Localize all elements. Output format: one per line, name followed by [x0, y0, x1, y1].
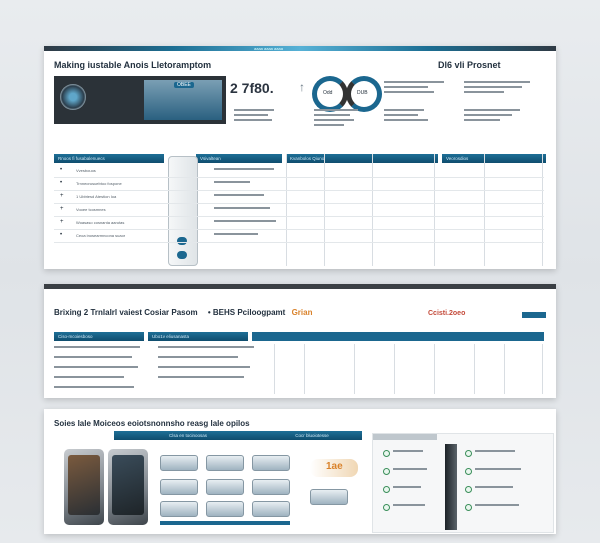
bullet-icon: •: [60, 232, 63, 238]
panel-topbar: [44, 284, 556, 289]
table-rows: [54, 165, 544, 243]
gauge-1-label: Odd: [323, 90, 333, 96]
table-row[interactable]: [54, 178, 544, 191]
panel-title: Making iustable Anois Lletoramptom: [54, 60, 212, 70]
table-header-1: Clsa en tocinoosas: [114, 431, 258, 440]
row-text: Vvesbouos: [76, 168, 96, 173]
table-header-3: Kvanbolos Qiuno: [286, 154, 438, 163]
module-chip[interactable]: [206, 479, 244, 495]
module-chip[interactable]: [252, 479, 290, 495]
module-chip[interactable]: [160, 501, 198, 517]
bullet-icon: •: [60, 167, 63, 173]
device-screen: [112, 455, 144, 515]
row-text: 1 Ubbtesd Atestion Ioa: [76, 194, 117, 199]
table-row[interactable]: [54, 165, 544, 178]
panel-title: Soies Iale Moiceos eoiotsnonnsho reasg lale opilos: [54, 419, 250, 428]
row-text: Vooee tcosmnes: [76, 207, 106, 212]
bullet-icon: •: [60, 180, 63, 186]
table-header-bar: [252, 332, 544, 341]
table-row[interactable]: [54, 191, 544, 204]
panel-topbar: [44, 46, 556, 51]
side-card[interactable]: [372, 433, 554, 533]
table-row[interactable]: [54, 204, 544, 217]
table-header-2: Cocr bluoiotesse: [258, 431, 362, 440]
row-text: Woasaso cosnanta aarutas: [76, 220, 125, 225]
table-header-1: Ciso-mcoiesboso: [54, 332, 144, 341]
module-chip[interactable]: [252, 501, 290, 517]
panel-title-accent: Grian: [291, 308, 313, 317]
gauge-2-label: DUB: [357, 90, 368, 96]
gear-icon: [60, 84, 86, 110]
text-col-2: [314, 106, 384, 129]
side-device: [445, 444, 457, 530]
panel-dashboard-1: [44, 46, 556, 269]
module-chip[interactable]: [252, 455, 290, 471]
arrow-up-icon: ↑: [299, 80, 305, 94]
panel-title-mid: • BEHS Pciloogpamt: [207, 308, 286, 317]
bullet-icon: +: [60, 219, 64, 225]
module-chip[interactable]: [206, 501, 244, 517]
toggle-icon: [177, 251, 187, 259]
panel-dashboard-3: [44, 409, 556, 534]
text-col-3: [384, 78, 464, 124]
table-header-1: Rnoos fi fusabalenuecs: [54, 154, 164, 163]
table-body: [54, 344, 544, 394]
bullet-icon: +: [60, 206, 64, 212]
phone-device-1[interactable]: [64, 449, 104, 525]
collapse-button[interactable]: [522, 312, 546, 318]
module-chip[interactable]: [160, 455, 198, 471]
bullet-icon: +: [60, 193, 64, 199]
module-chip[interactable]: [160, 479, 198, 495]
table-row[interactable]: [54, 230, 544, 243]
app-preview[interactable]: [54, 76, 226, 124]
text-col-4: [464, 78, 544, 124]
topbar-label: aaaa aaaa aaaa: [254, 46, 283, 51]
table-header-2: Ubo1v eliusanasta: [148, 332, 248, 341]
row-text: Ceoa inosearmncona suaor: [76, 233, 126, 238]
panel-title-text: Brixing 2 Trnlalrl vaiest Cosiar Pasom: [54, 308, 198, 317]
right-label: Ccisti.2oeo: [428, 310, 466, 317]
panel-dashboard-2: [44, 284, 556, 398]
module-chip[interactable]: [310, 489, 348, 505]
device-screen: [68, 455, 100, 515]
table-row[interactable]: [54, 217, 544, 230]
table-header-4: Veorosdios: [442, 154, 546, 163]
panel-title: [54, 308, 312, 317]
panel-right-title: Dl6 vli Prosnet: [438, 60, 501, 70]
badge-text: 1ae: [326, 461, 343, 472]
module-chip[interactable]: [206, 455, 244, 471]
screen-label: OBEE: [174, 82, 194, 88]
text-col-1: [234, 106, 304, 124]
table-header-2: Vsivaltean: [196, 154, 282, 163]
phone-device-2[interactable]: [108, 449, 148, 525]
app-screen: [144, 80, 222, 120]
big-value: 2 7f80.: [230, 80, 274, 96]
row-text: Trnneorusuebtoo fospone: [76, 181, 122, 186]
accent-badge[interactable]: [310, 459, 358, 477]
table-area: [54, 154, 544, 266]
